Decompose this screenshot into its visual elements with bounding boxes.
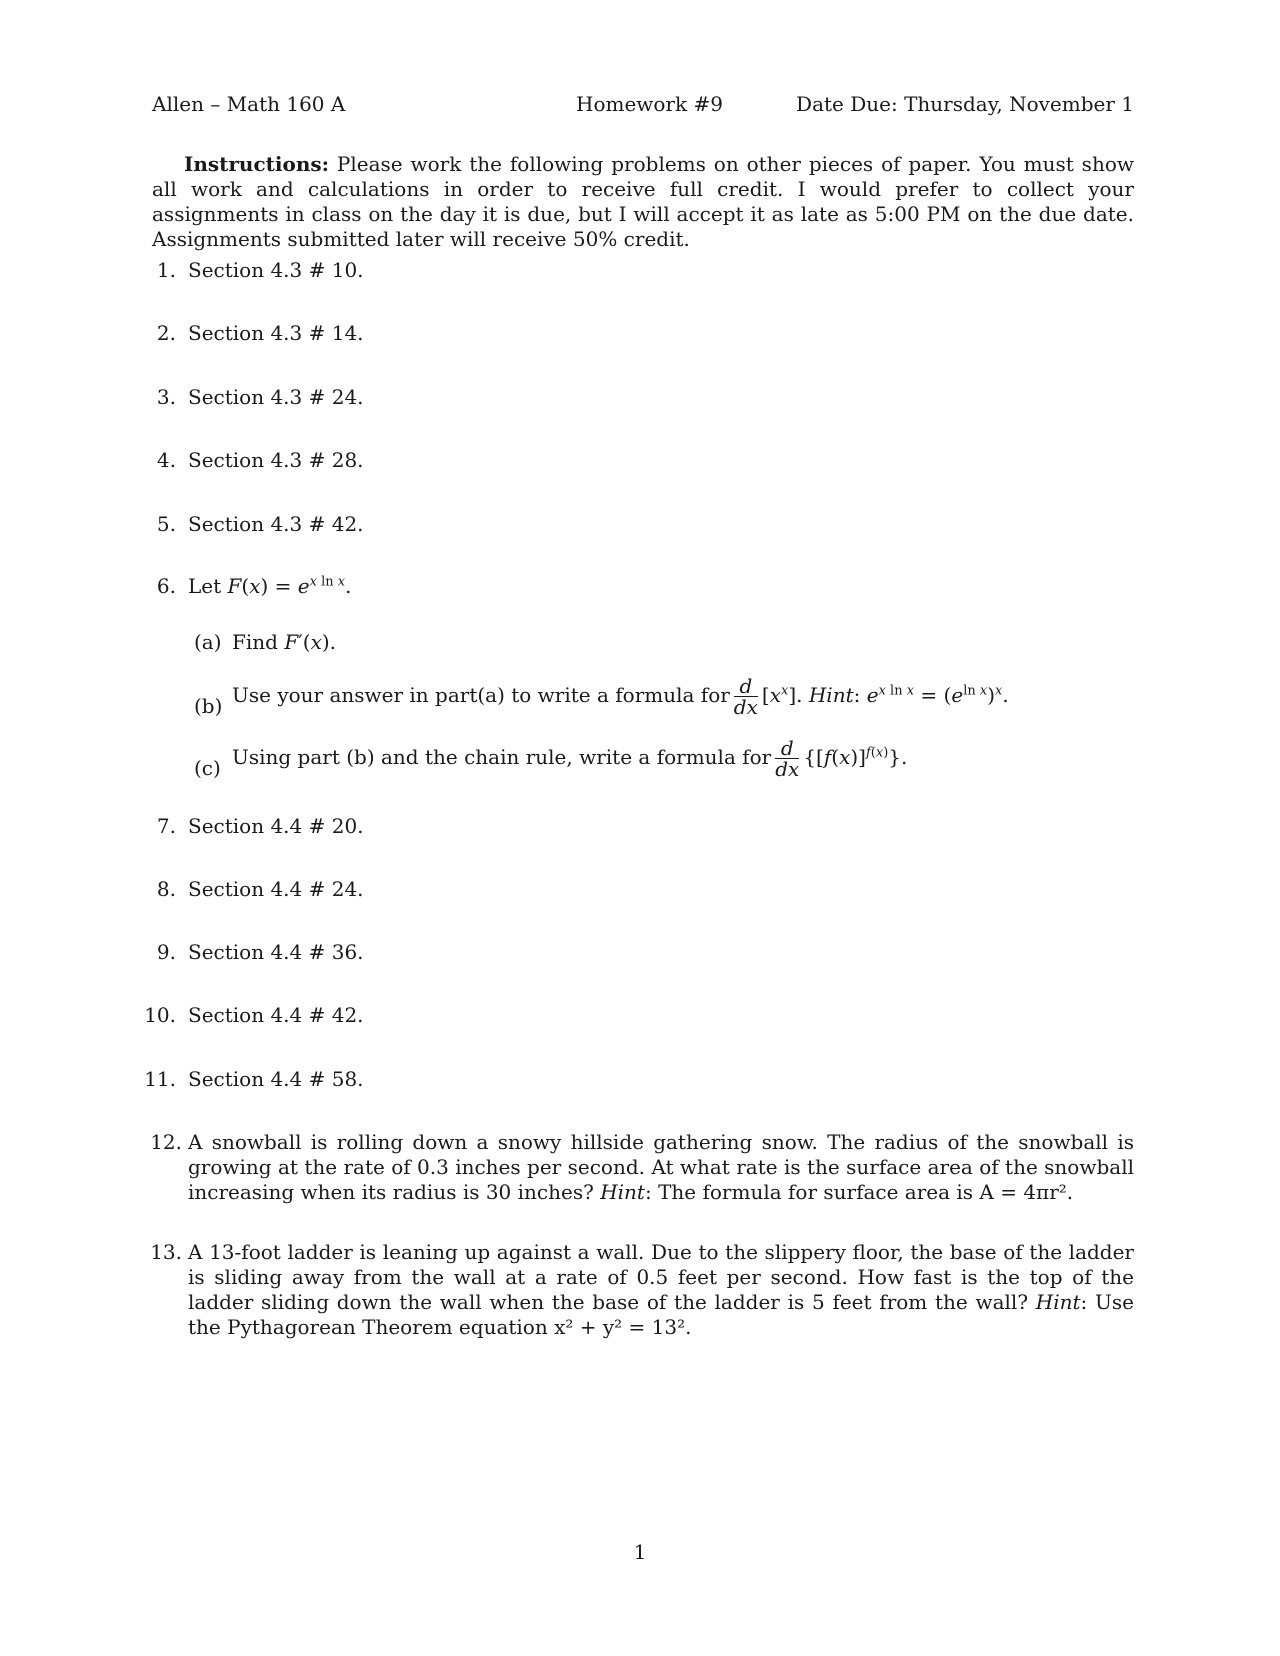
header-title: Homework #9 <box>576 92 723 116</box>
problem-number: 10. <box>144 1003 176 1027</box>
page-number: 1 <box>633 1540 647 1564</box>
problem-text: Section 4.4 # 20. <box>188 814 364 838</box>
problem-text: Section 4.3 # 14. <box>188 321 364 345</box>
part-label: (a) <box>194 630 222 654</box>
instructions <box>152 152 1134 252</box>
part-label: (b) <box>194 694 223 718</box>
hint-label: Hint <box>1035 1290 1081 1314</box>
problem-text: Section 4.3 # 10. <box>188 258 364 282</box>
problem-text: A snowball is rolling down a snowy hillside gathering snow. The radius of the snowball is growing at the rate of 0.3 inches per second. At what rate is the surface area of the snowball increasing when its radius is 30 inches? <box>188 1130 1134 1204</box>
derivative-operator: $\frac{d}{dx}$ <box>733 674 758 719</box>
problem-text: Section 4.3 # 28. <box>188 448 364 472</box>
part-b-text: Use your answer in part(a) to write a formula for $\frac{d}{dx}$ $[x^x]$. Hint: $e^{x ln x} = (e^{ln x})^x$. <box>232 674 1009 719</box>
problem-6-text: Let $F(x) = e^{x ln x}$. <box>188 574 352 598</box>
instructions-label: Instructions: <box>184 152 330 176</box>
problem-number: 1. <box>156 258 176 282</box>
problem-number: 5. <box>156 512 176 536</box>
problem-number-12: 12. <box>150 1130 182 1154</box>
derivative-operator: $\frac{d}{dx}$ <box>775 736 800 781</box>
header-due-date: Date Due: Thursday, November 1 <box>796 92 1134 116</box>
hint-label: Hint <box>808 683 854 707</box>
problem-text: Section 4.4 # 58. <box>188 1067 364 1091</box>
part-label: (c) <box>194 756 221 780</box>
problem-text: Section 4.3 # 42. <box>188 512 364 536</box>
part-b-prompt: Use your answer in part(a) to write a formula for <box>232 683 730 707</box>
problem-text: Section 4.4 # 24. <box>188 877 364 901</box>
header-course: Allen – Math 160 A <box>152 92 346 116</box>
problem-number: 2. <box>156 321 176 345</box>
part-c-prompt: Using part (b) and the chain rule, write a formula for <box>232 745 772 769</box>
hint-text: Use the Pythagorean Theorem equation x² + y² = 13². <box>188 1290 1134 1339</box>
part-a-text: Find F′(x). <box>232 630 337 654</box>
problem-number: 9. <box>156 940 176 964</box>
problem-number: 7. <box>156 814 176 838</box>
problem-text: Section 4.4 # 42. <box>188 1003 364 1027</box>
problem-13: A 13-foot ladder is leaning up against a wall. Due to the slippery floor, the base of the ladder is sliding away from the wall at a rate of 0.5 feet per second. How fast is the top of the ladder sliding down the wall when the base of the ladder is 5 feet from the wall? Hint: Use the Pythagorean Theorem equation x² + y² = 13². <box>188 1240 1134 1339</box>
problem-number-13: 13. <box>150 1240 182 1264</box>
part-c-text: Using part (b) and the chain rule, write a formula for $\frac{d}{dx}$ $\{[f(x)]^{f(x)}\}$. <box>232 736 908 781</box>
problem-text: Section 4.3 # 24. <box>188 385 364 409</box>
instructions-text: Please work the following problems on other pieces of paper. You must show all work and calculations in order to receive full credit. I would prefer to collect your assignments in class on the day it is due, but I will accept it as late as 5:00 PM on the due date. Assignments submitted later will receive 50% credit. <box>152 152 1134 251</box>
problem-text: Section 4.4 # 36. <box>188 940 364 964</box>
problem-number: 11. <box>144 1067 176 1091</box>
problem-12: A snowball is rolling down a snowy hillside gathering snow. The radius of the snowball is growing at the rate of 0.3 inches per second. At what rate is the surface area of the snowball increasing when its radius is 30 inches? Hint: The formula for surface area is A = 4πr². <box>188 1130 1134 1204</box>
problem-number: 3. <box>156 385 176 409</box>
hint-label: Hint <box>600 1180 645 1204</box>
problem-number: 4. <box>156 448 176 472</box>
problem-number: 8. <box>156 877 176 901</box>
problem-text: A 13-foot ladder is leaning up against a wall. Due to the slippery floor, the base of the ladder is sliding away from the wall at a rate of 0.5 feet per second. How fast is the top of the ladder sliding down the wall when the base of the ladder is 5 feet from the wall? <box>188 1240 1134 1314</box>
hint-text: The formula for surface area is A = 4πr². <box>658 1180 1074 1204</box>
problem-number: 6. <box>156 574 176 598</box>
